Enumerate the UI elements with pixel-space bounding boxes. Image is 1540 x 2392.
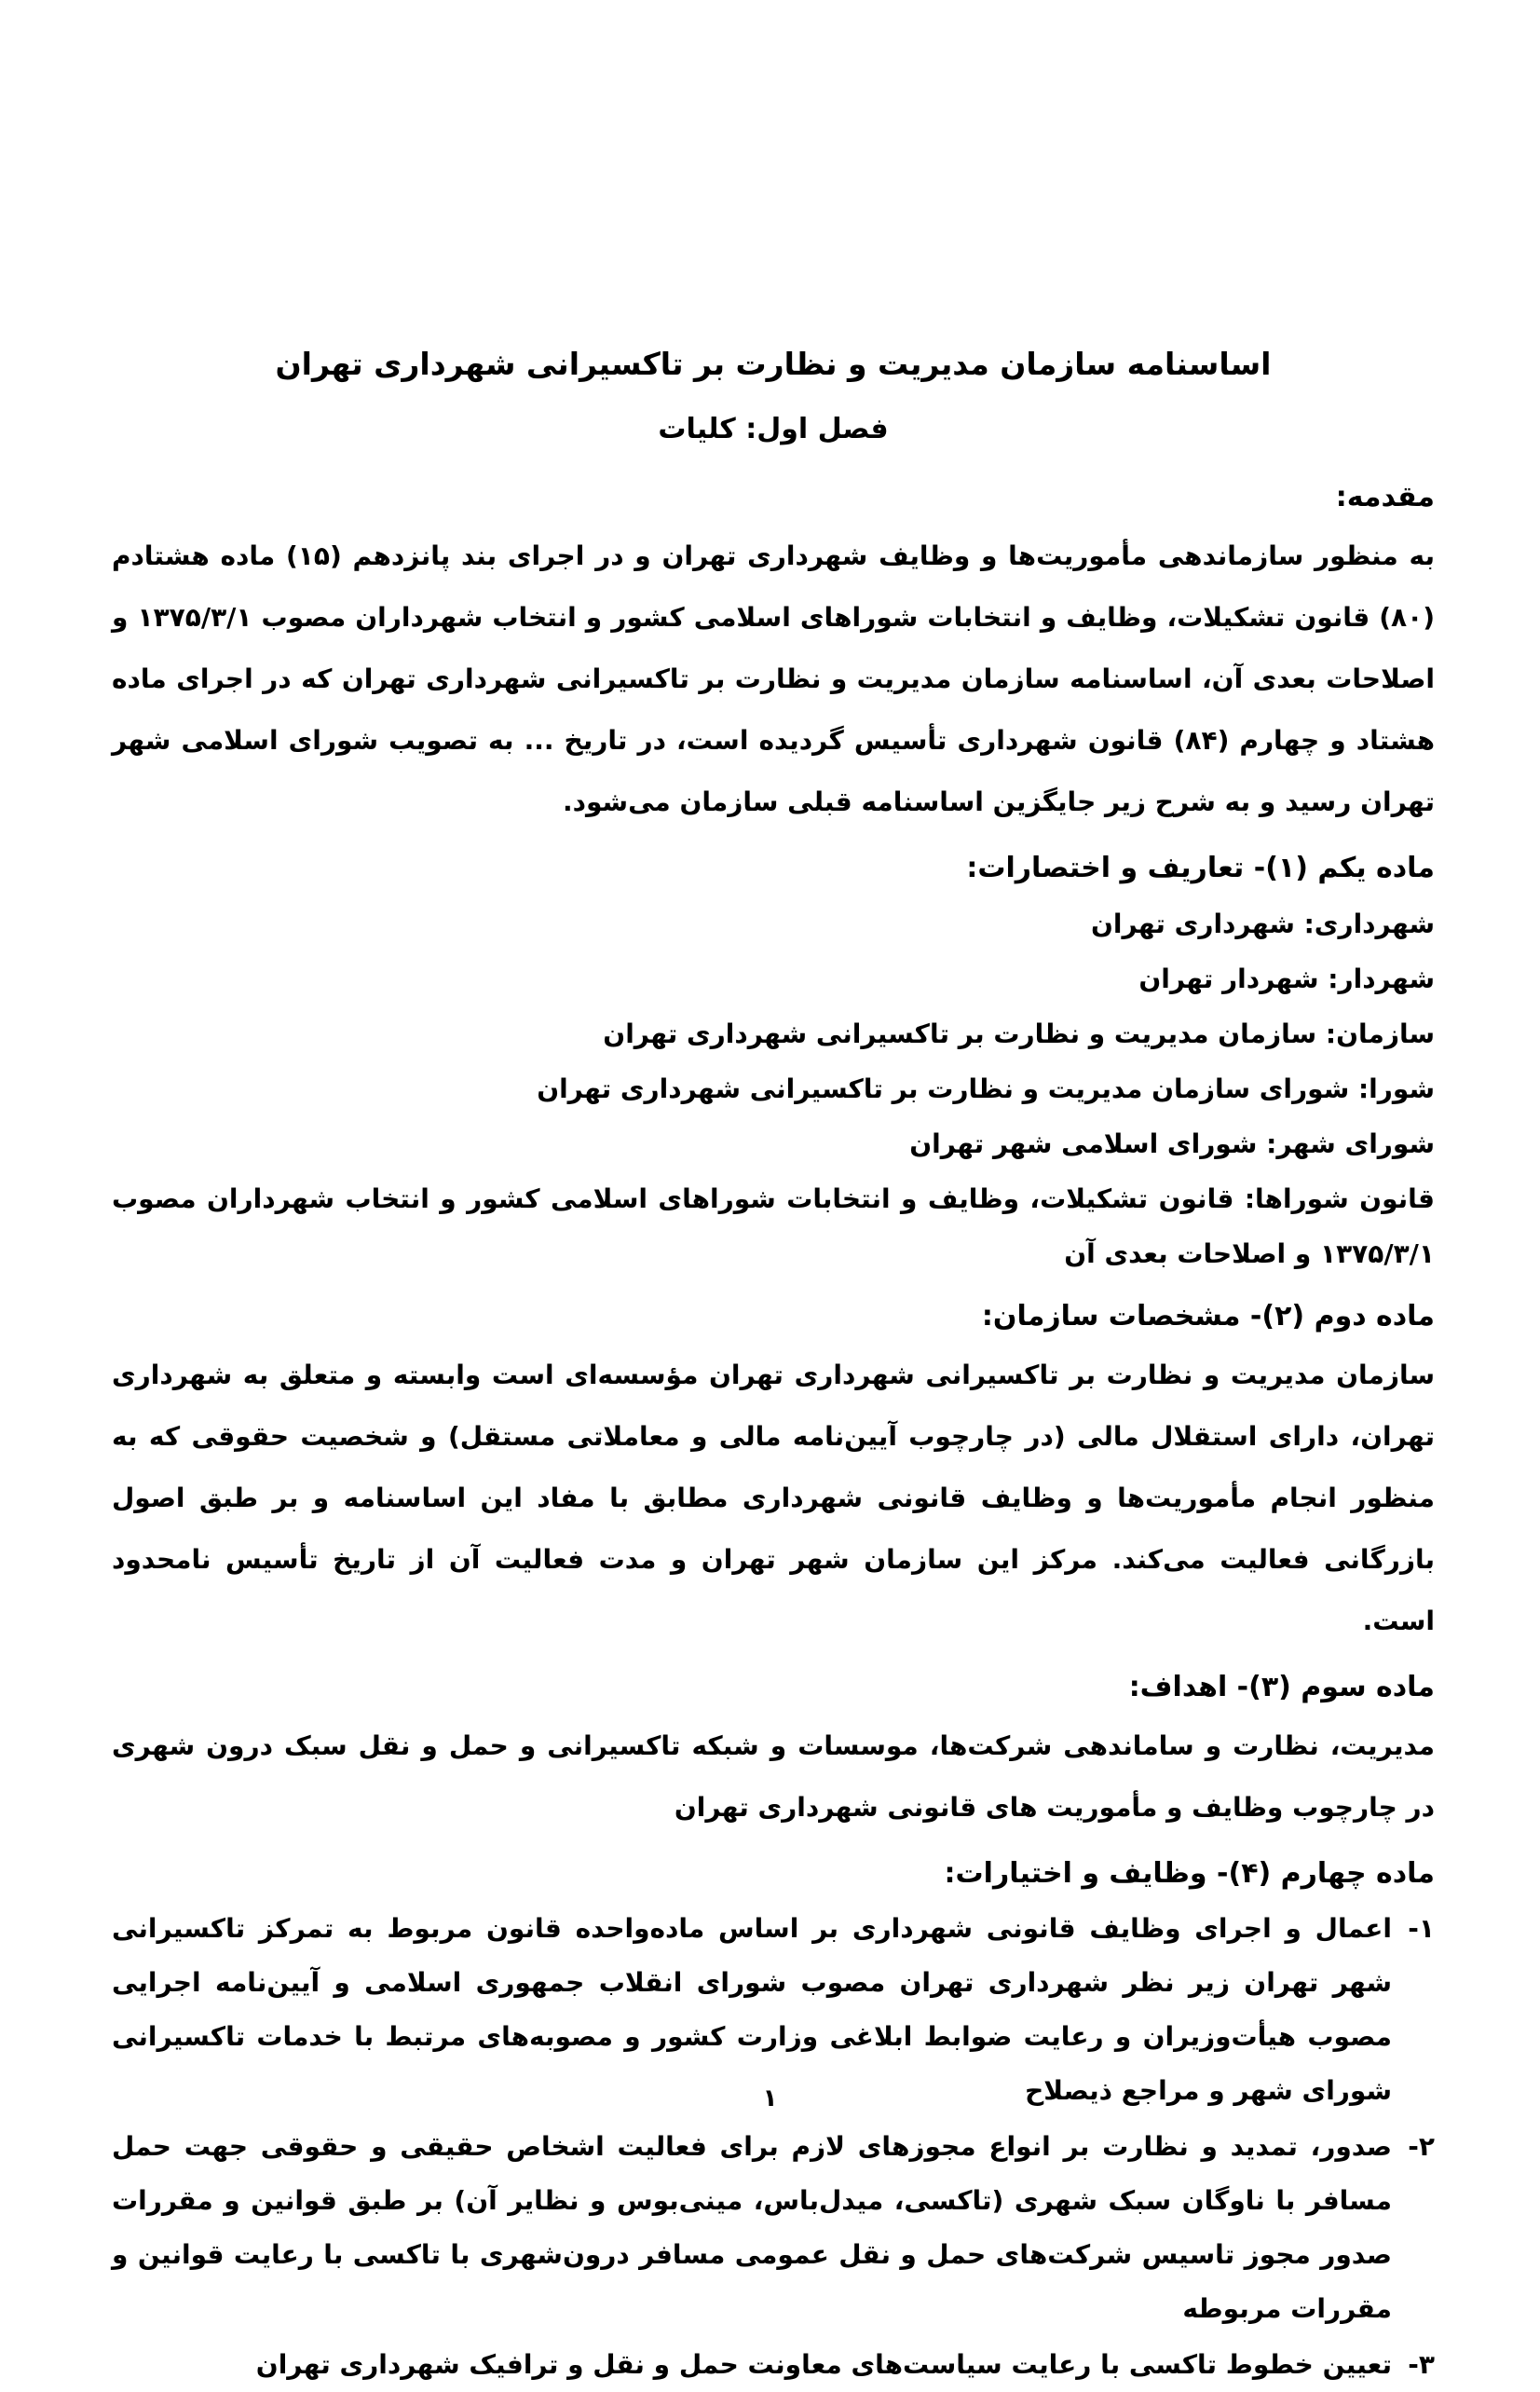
article-4-heading: ماده چهارم (۴)- وظایف و اختیارات: — [944, 1857, 1435, 1891]
page-number: ۱ — [762, 2084, 778, 2112]
definition-councils-law: قانون شوراها: قانون تشکیلات، وظایف و انتخابات شوراهای اسلامی کشور و انتخاب شهرداران مصوب ۱۳۷۵/۳/۱ و اصلاحات بعدی آن — [112, 1183, 1435, 1270]
article-1-heading: ماده یکم (۱)- تعاریف و اختصارات: — [966, 852, 1435, 885]
article-2-heading: ماده دوم (۲)- مشخصات سازمان: — [981, 1300, 1435, 1333]
definition-council: شورا: شورای سازمان مدیریت و نظارت بر تاکسیرانی شهرداری تهران — [537, 1073, 1435, 1105]
item-number: ۳- — [1408, 2349, 1435, 2381]
article-3-heading: ماده سوم (۳)- اهداف: — [1128, 1671, 1435, 1704]
item-text: تعیین خطوط تاکسی با رعایت سیاست‌های معاونت حمل و نقل و ترافیک شهرداری تهران — [255, 2349, 1392, 2381]
definition-mayor: شهردار: شهردار تهران — [1138, 964, 1435, 995]
list-item — [112, 2338, 1435, 2392]
document-title: اساسنامه سازمان مدیریت و نظارت بر تاکسیرانی شهرداری تهران — [275, 346, 1272, 382]
duties-list — [112, 1902, 1435, 2392]
list-item — [112, 2120, 1435, 2336]
chapter-heading: فصل اول: کلیات — [658, 413, 889, 446]
item-text: اعمال و اجرای وظایف قانونی شهرداری بر اساس ماده‌واحده قانون مربوط به تمرکز تاکسیرانی شهر تهران زیر نظر شهرداری تهران مصوب شورای انقلاب جمهوری اسلامی و آیین‌نامه اجرایی مصوب هیأت‌وزیران و رعایت ضوابط ابلاغی وزارت کشور و مصوبه‌های مرتبط با خدمات تاکسیرانی شورای شهر و مراجع ذیصلاح — [112, 1913, 1392, 2107]
item-number: ۱- — [1408, 1913, 1435, 1945]
definition-city-council: شورای شهر: شورای اسلامی شهر تهران — [909, 1128, 1435, 1160]
introduction-heading: مقدمه: — [1335, 481, 1435, 514]
introduction-paragraph: به منظور سازماندهی مأموریت‌ها و وظایف شهرداری تهران و در اجرای بند پانزدهم (۱۵) ماده هشتادم (۸۰) قانون تشکیلات، وظایف و انتخابات شوراهای اسلامی کشور و انتخاب شهرداران مصوب ۱۳۷۵/۳/۱ و اصلاحات بعدی آن، اساسنامه سازمان مدیریت و نظارت بر تاکسیرانی شهرداری تهران که در اجرای ماده هشتاد و چهارم (۸۴) قانون شهرداری تأسیس گردیده است، در تاریخ ... به تصویب شورای اسلامی شهر تهران رسید و به شرح زیر جایگزین اساسنامه قبلی سازمان می‌شود. — [112, 540, 1436, 818]
item-text: صدور، تمدید و نظارت بر انواع مجوزهای لازم برای فعالیت اشخاص حقیقی و حقوقی جهت حمل مسافر با ناوگان سبک شهری (تاکسی، میدل‌باس، مینی‌بوس و نظایر آن) بر طبق قوانین و مقررات صدور مجوز تاسیس شرکت‌های حمل و نقل عمومی مسافر درون‌شهری با تاکسی با رعایت قوانین و مقررات مربوطه — [112, 2131, 1392, 2325]
section-article-1-definitions — [112, 846, 1435, 1281]
article-2-paragraph: سازمان مدیریت و نظارت بر تاکسیرانی شهرداری تهران مؤسسه‌ای است وابسته و متعلق به شهرداری تهران، دارای استقلال مالی (در چارچوب آیین‌نامه مالی و معاملاتی مستقل) و شخصیت حقوقی که به منظور انجام مأموریت‌ها و وظایف قانونی شهرداری مطابق با مفاد این اساسنامه و بر طبق اصول بازرگانی فعالیت می‌کند. مرکز این سازمان شهر تهران و مدت فعالیت آن از تاریخ تأسیس نامحدود است. — [112, 1360, 1435, 1637]
section-article-3-objectives — [112, 1665, 1435, 1838]
section-article-2-profile — [112, 1294, 1435, 1652]
section-introduction — [112, 475, 1435, 833]
section-article-4-duties — [112, 1852, 1435, 2392]
definition-municipality: شهرداری: شهرداری تهران — [1091, 909, 1435, 940]
item-number: ۲- — [1408, 2131, 1435, 2163]
article-3-paragraph: مدیریت، نظارت و ساماندهی شرکت‌ها، موسسات و شبکه تاکسیرانی و حمل و نقل سبک درون شهری در چارچوب وظایف و مأموریت های قانونی شهرداری تهران — [112, 1730, 1435, 1824]
definition-organization: سازمان: سازمان مدیریت و نظارت بر تاکسیرانی شهرداری تهران — [603, 1018, 1435, 1050]
